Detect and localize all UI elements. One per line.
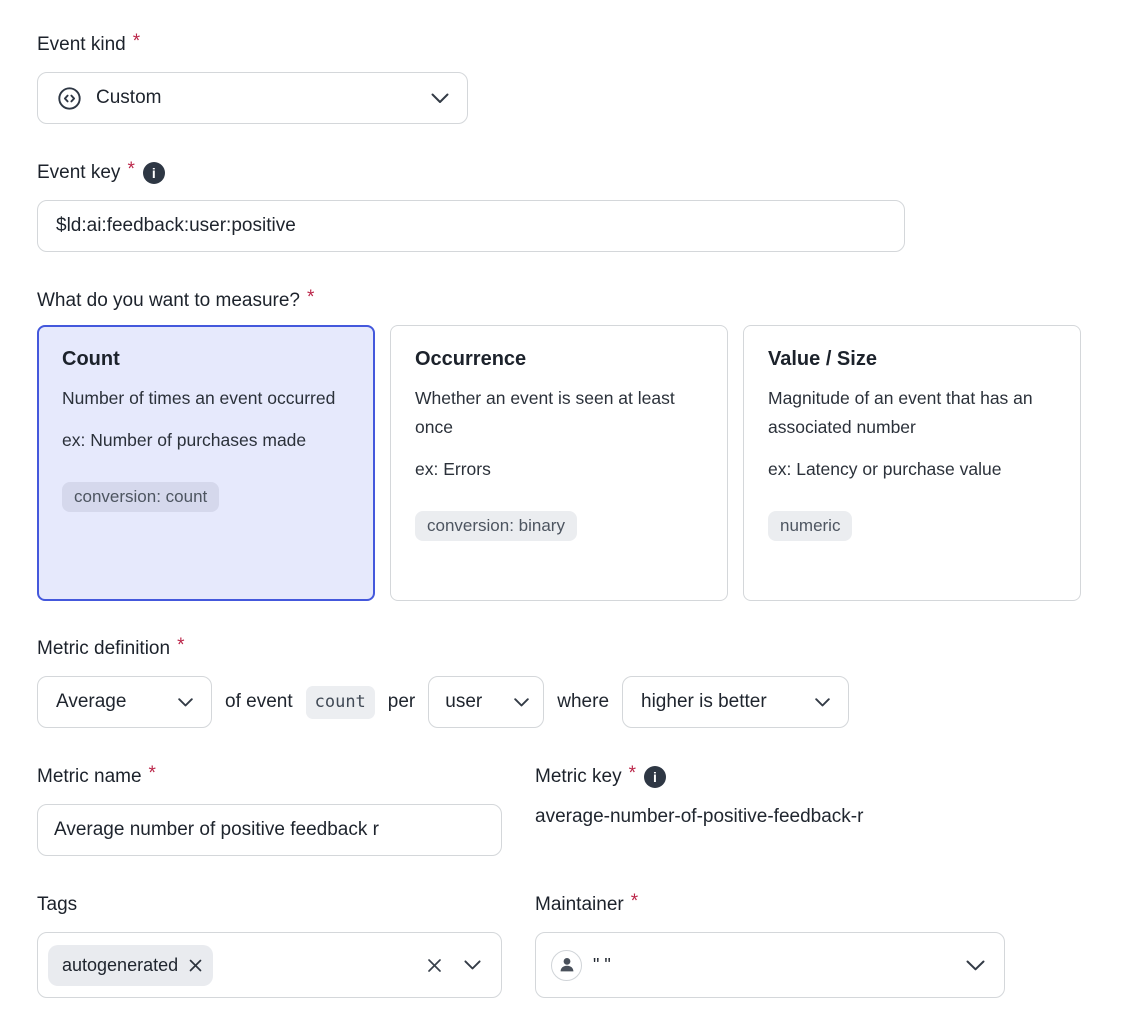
chevron-down-icon	[514, 698, 529, 707]
where-text: where	[557, 691, 610, 712]
event-key-input-wrap	[37, 200, 905, 252]
custom-event-icon	[56, 85, 83, 112]
analysis-unit-select[interactable]	[428, 676, 544, 728]
metric-name-label-text: Metric name	[37, 766, 142, 787]
event-kind-value: Custom	[96, 87, 162, 108]
remove-tag-icon[interactable]	[188, 958, 203, 973]
chevron-down-icon	[178, 698, 193, 707]
chevron-down-icon	[815, 698, 830, 707]
required-asterisk: *	[127, 159, 135, 180]
of-event-text: of event	[225, 691, 293, 712]
card-example: ex: Number of purchases made	[62, 430, 307, 450]
analysis-unit-value: user	[445, 691, 483, 712]
metric-name-field	[37, 765, 502, 856]
maintainer-field	[535, 893, 1005, 998]
card-example: ex: Errors	[415, 459, 491, 479]
metric-key-label-text: Metric key	[535, 766, 622, 787]
success-criteria-value: higher is better	[641, 691, 767, 712]
required-asterisk: *	[306, 287, 315, 308]
metric-name-input[interactable]	[54, 819, 485, 841]
card-example: ex: Latency or purchase value	[768, 459, 1002, 479]
metric-definition-label-text: Metric definition	[37, 638, 171, 659]
measure-options	[37, 325, 1081, 601]
tags-label-text: Tags	[37, 894, 78, 915]
event-unit-badge: count	[306, 686, 375, 719]
avatar	[551, 950, 582, 981]
conversion-badge: conversion: binary	[415, 511, 577, 541]
tags-label	[37, 893, 502, 917]
metric-definition-label	[37, 637, 1081, 661]
maintainer-value: " "	[593, 954, 611, 975]
event-kind-label-text: Event kind	[37, 34, 126, 55]
card-title: Occurrence	[415, 348, 527, 370]
chevron-down-icon	[966, 960, 985, 971]
measure-label	[37, 289, 1081, 313]
event-kind-select[interactable]	[37, 72, 468, 124]
required-asterisk: *	[177, 635, 185, 656]
chevron-down-icon[interactable]	[464, 960, 481, 970]
card-title: Count	[62, 348, 120, 370]
card-description: Number of times an event occurred	[62, 388, 336, 408]
required-asterisk: *	[148, 763, 156, 784]
info-icon[interactable]: i	[644, 766, 666, 788]
tag-chip-label: autogenerated	[62, 954, 179, 975]
aggregation-select[interactable]	[37, 676, 212, 728]
metric-key-label	[535, 765, 1005, 789]
measure-card-occurrence[interactable]	[390, 325, 728, 601]
required-asterisk: *	[132, 31, 141, 52]
clear-tags-icon[interactable]	[426, 957, 443, 974]
tags-multiselect[interactable]	[37, 932, 502, 998]
card-title: Value / Size	[768, 348, 877, 370]
maintainer-label	[535, 893, 1005, 917]
metric-key-field	[535, 765, 1005, 856]
metric-definition-row	[37, 676, 1081, 728]
maintainer-label-text: Maintainer	[535, 894, 624, 915]
event-key-input[interactable]	[56, 215, 886, 237]
maintainer-select[interactable]	[535, 932, 1005, 998]
success-criteria-select[interactable]	[622, 676, 849, 728]
metric-name-input-wrap	[37, 804, 502, 856]
measure-label-text: What do you want to measure?	[37, 290, 300, 311]
card-description: Magnitude of an event that has an associated number	[768, 388, 1033, 437]
conversion-badge: conversion: count	[62, 482, 219, 512]
event-key-label	[37, 161, 1081, 185]
aggregation-value: Average	[56, 691, 127, 712]
measure-card-value-size[interactable]	[743, 325, 1081, 601]
per-text: per	[387, 691, 416, 712]
event-kind-label	[37, 33, 1081, 57]
tags-maintainer-row	[37, 893, 1081, 998]
conversion-badge: numeric	[768, 511, 852, 541]
name-key-row	[37, 765, 1081, 856]
chevron-down-icon	[431, 93, 449, 104]
metric-key-value: average-number-of-positive-feedback-r	[535, 806, 864, 827]
tags-controls	[426, 957, 481, 974]
event-key-label-text: Event key	[37, 162, 121, 183]
info-icon[interactable]: i	[143, 162, 165, 184]
metric-name-label	[37, 765, 502, 789]
measure-card-count[interactable]	[37, 325, 375, 601]
required-asterisk: *	[630, 891, 639, 912]
tag-chip	[48, 945, 213, 986]
tags-field	[37, 893, 502, 998]
required-asterisk: *	[628, 763, 636, 784]
card-description: Whether an event is seen at least once	[415, 388, 675, 437]
